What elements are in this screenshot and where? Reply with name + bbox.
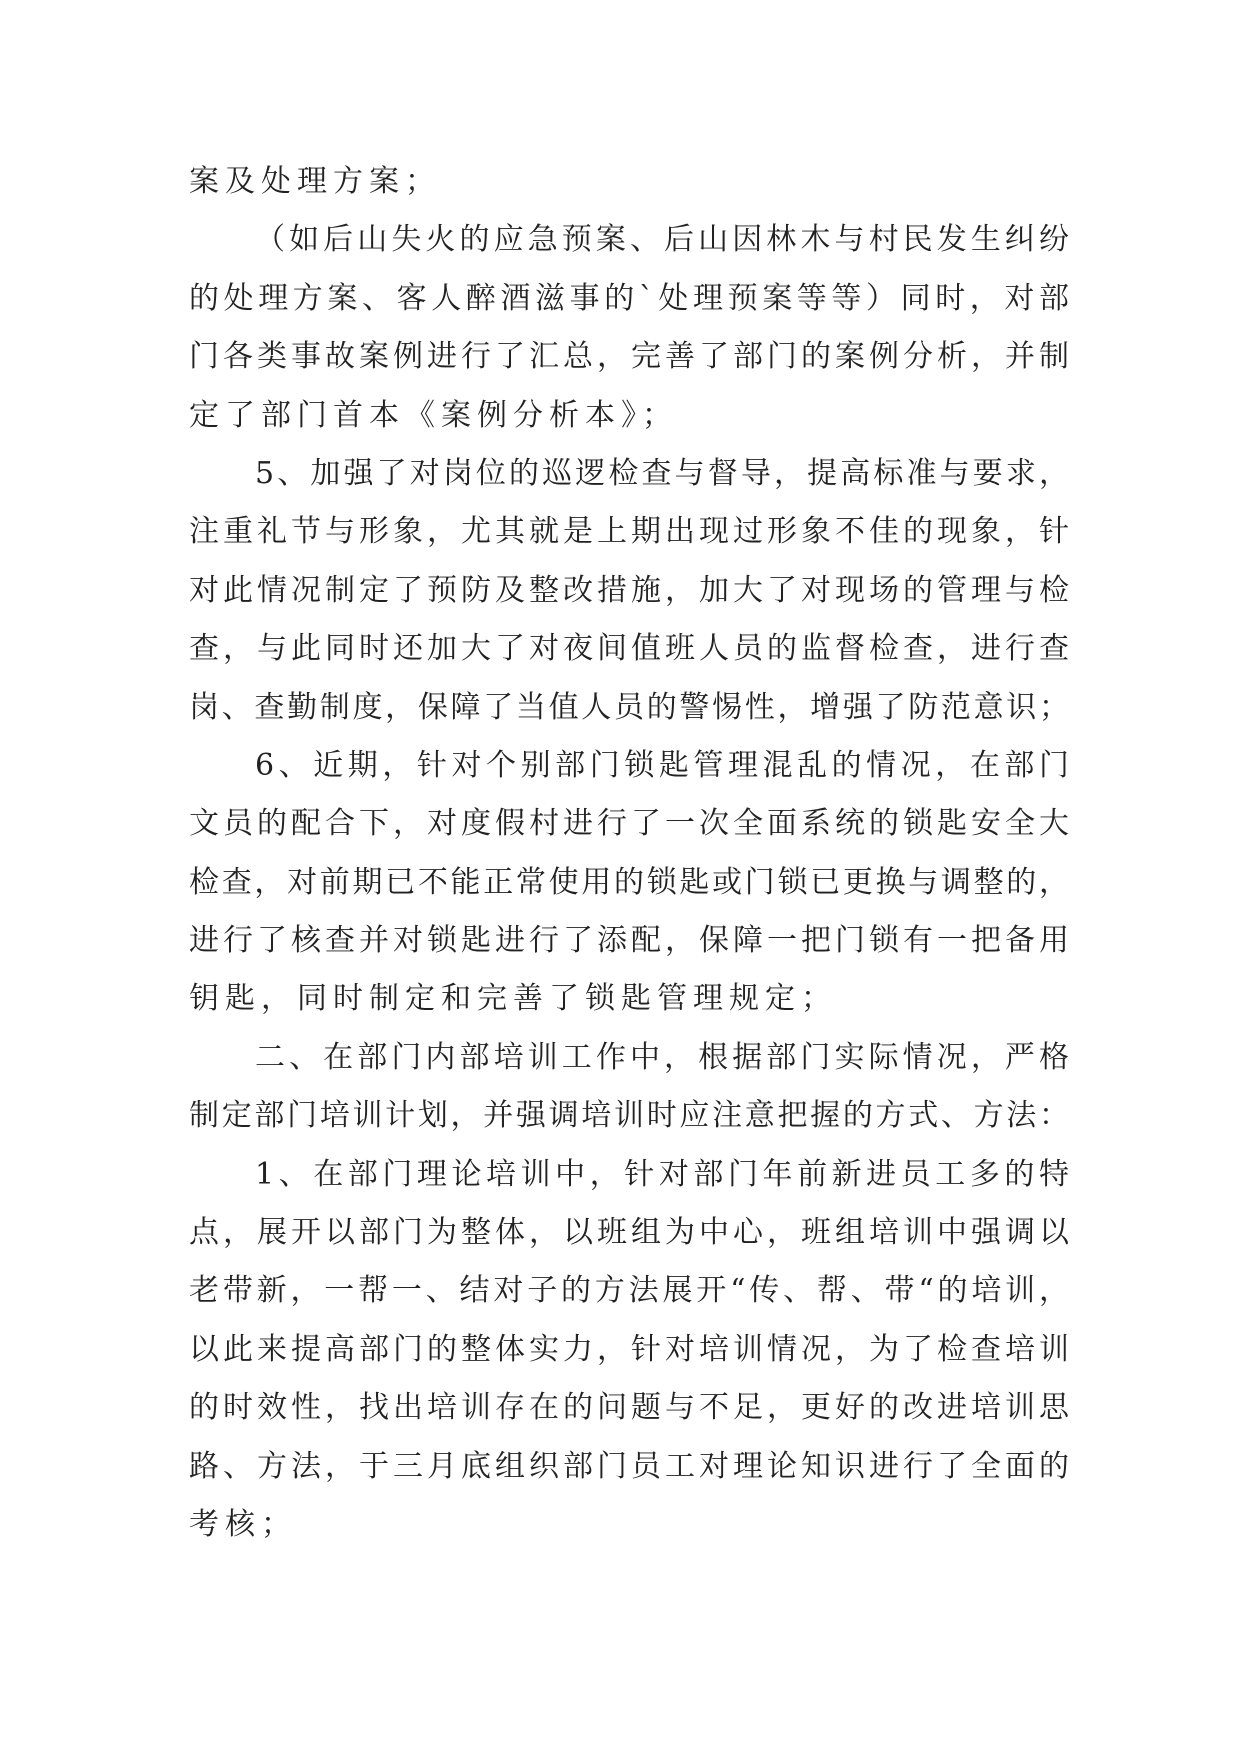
text-line-7: 注重礼节与形象，尤其就是上期出现过形象不佳的现象，针	[189, 514, 1069, 550]
text-line-10: 岗、查勤制度，保障了当值人员的警惕性，增强了防范意识；	[189, 689, 1069, 725]
text-line-15: 钥匙，同时制定和完善了锁匙管理规定；	[189, 981, 837, 1017]
text-line-20: 老带新，一帮一、结对子的方法展开“传、帮、带“的培训，	[189, 1273, 1069, 1309]
text-line-23: 路、方法，于三月底组织部门员工对理论知识进行了全面的	[189, 1448, 1069, 1484]
text-line-8: 对此情况制定了预防及整改措施，加大了对现场的管理与检	[189, 572, 1069, 608]
text-line-1: 案及处理方案；	[189, 164, 441, 199]
text-line-17: 制定部门培训计划，并强调培训时应注意把握的方式、方法：	[189, 1098, 1069, 1134]
text-line-5: 定了部门首本《案例分析本》；	[189, 397, 678, 433]
text-line-6: 5、加强了对岗位的巡逻检查与督导，提高标准与要求，	[255, 455, 1069, 491]
text-line-11: 6、近期，针对个别部门锁匙管理混乱的情况，在部门	[255, 747, 1069, 783]
text-line-4: 门各类事故案例进行了汇总，完善了部门的案例分析，并制	[189, 339, 1069, 375]
document-body	[189, 153, 1069, 1554]
text-line-3: 的处理方案、客人醉酒滋事的`处理预案等等）同时，对部	[189, 280, 1069, 316]
text-line-12: 文员的配合下，对度假村进行了一次全面系统的锁匙安全大	[189, 806, 1069, 842]
text-line-9: 查，与此同时还加大了对夜间值班人员的监督检查，进行查	[189, 631, 1069, 667]
text-line-19: 点，展开以部门为整体，以班组为中心，班组培训中强调以	[189, 1215, 1069, 1251]
text-line-18: 1、在部门理论培训中，针对部门年前新进员工多的特	[255, 1156, 1069, 1192]
text-line-21: 以此来提高部门的整体实力，针对培训情况，为了检查培训	[189, 1331, 1069, 1367]
text-line-2: （如后山失火的应急预案、后山因林木与村民发生纠纷	[255, 222, 1069, 258]
text-line-13: 检查，对前期已不能正常使用的锁匙或门锁已更换与调整的，	[189, 864, 1069, 900]
text-line-22: 的时效性，找出培训存在的问题与不足，更好的改进培训思	[189, 1390, 1069, 1426]
text-line-16: 二、在部门内部培训工作中，根据部门实际情况，严格	[255, 1039, 1069, 1075]
text-line-14: 进行了核查并对锁匙进行了添配，保障一把门锁有一把备用	[189, 923, 1069, 959]
text-line-24: 考核；	[189, 1506, 297, 1542]
